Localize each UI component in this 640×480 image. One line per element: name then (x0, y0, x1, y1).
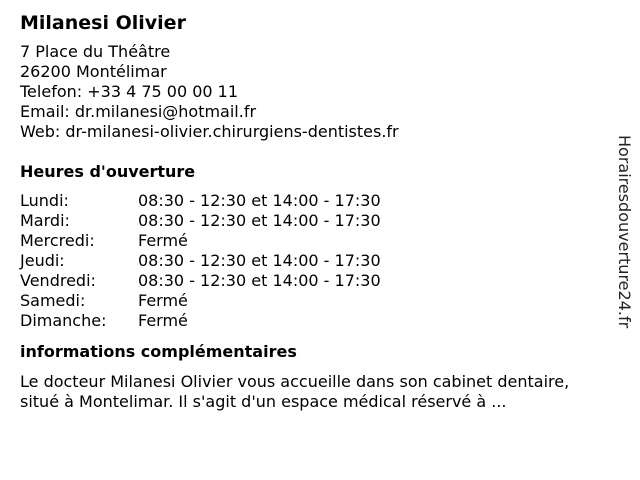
day-label: Dimanche: (20, 311, 107, 330)
phone-number[interactable]: Telefon: +33 4 75 00 00 11 (20, 82, 239, 101)
day-hours: Fermé (138, 231, 188, 250)
business-name: Milanesi Olivier (20, 12, 186, 34)
hours-row-lundi (20, 191, 610, 211)
email-address[interactable]: Email: dr.milanesi@hotmail.fr (20, 102, 257, 121)
day-label: Samedi: (20, 291, 86, 310)
hours-row-jeudi (20, 251, 610, 271)
website-link[interactable]: Web: dr-milanesi-olivier.chirurgiens-dentistes.fr (20, 122, 399, 141)
day-label: Lundi: (20, 191, 69, 210)
hours-table (20, 191, 610, 331)
info-heading: informations complémentaires (20, 342, 297, 361)
address-city: 26200 Montélimar (20, 62, 167, 81)
hours-row-mardi (20, 211, 610, 231)
day-hours: Fermé (138, 311, 188, 330)
day-hours: 08:30 - 12:30 et 14:00 - 17:30 (138, 211, 381, 230)
site-watermark: Horairesdouverture24.fr (615, 135, 634, 329)
hours-heading: Heures d'ouverture (20, 162, 196, 181)
hours-row-dimanche (20, 311, 610, 331)
address-street: 7 Place du Théâtre (20, 42, 171, 61)
hours-row-samedi (20, 291, 610, 311)
day-label: Jeudi: (20, 251, 65, 270)
hours-row-vendredi (20, 271, 610, 291)
business-card (20, 10, 610, 412)
day-label: Vendredi: (20, 271, 96, 290)
hours-row-mercredi (20, 231, 610, 251)
day-hours: 08:30 - 12:30 et 14:00 - 17:30 (138, 251, 381, 270)
day-label: Mardi: (20, 211, 70, 230)
day-hours: 08:30 - 12:30 et 14:00 - 17:30 (138, 191, 381, 210)
day-label: Mercredi: (20, 231, 95, 250)
info-description: Le docteur Milanesi Olivier vous accueille dans son cabinet dentaire, situé à Montelimar. Il s'agit d'un espace médical réservé à ... (20, 372, 570, 411)
day-hours: Fermé (138, 291, 188, 310)
day-hours: 08:30 - 12:30 et 14:00 - 17:30 (138, 271, 381, 290)
contact-block (20, 42, 610, 142)
